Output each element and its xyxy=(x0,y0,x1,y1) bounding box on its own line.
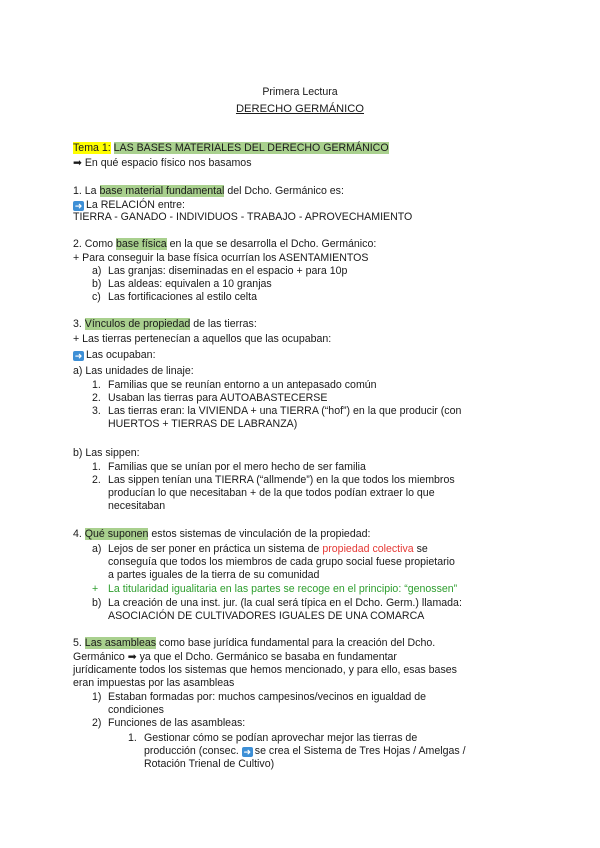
list-item: 2. Las sippen tenían una TIERRA (“allmende”) en la que todos los miembros xyxy=(92,474,455,486)
list-item: b) Las aldeas: equivalen a 10 granjas xyxy=(92,278,272,290)
list-item: 2. Usaban las tierras para AUTOABASTECERSE xyxy=(92,392,328,404)
list-item: necesitaban xyxy=(108,500,166,512)
list-item: ASOCIACIÓN DE CULTIVADORES IGUALES DE UNA COMARCA xyxy=(108,610,425,622)
section-5-line: jurídicamente todos los sistemas que hemos mencionado, y para ello, esas bases xyxy=(73,664,457,676)
tema-question: ➡ En qué espacio físico nos basamos xyxy=(73,157,252,169)
right-arrow-icon: ➜ xyxy=(74,201,83,211)
section-3-plus: + Las tierras pertenecían a aquellos que las ocupaban: xyxy=(73,333,332,345)
list-item: 2) Funciones de las asambleas: xyxy=(92,717,246,729)
list-item: 1. Familias que se unían por el mero hecho de ser familia xyxy=(92,461,366,473)
section-3-ocupaban: ➜ Las ocupaban: xyxy=(74,349,156,361)
list-item: producían lo que necesitaban + de la que todos podían extraer lo que xyxy=(108,487,435,499)
right-arrow-icon: ➜ xyxy=(74,351,83,361)
list-item: condiciones xyxy=(108,704,164,716)
section-1-relacion: ➜ La RELACIÓN entre: xyxy=(74,199,185,211)
list-item: a partes iguales de la tierra de su comunidad xyxy=(108,569,320,581)
page-title: DERECHO GERMÁNICO xyxy=(235,103,365,115)
right-arrow-icon: ➡ xyxy=(73,157,82,169)
section-1-list: TIERRA - GANADO - INDIVIDUOS - TRABAJO - APROVECHAMIENTO xyxy=(73,211,413,223)
highlight: Qué suponen xyxy=(84,528,149,540)
list-item: HUERTOS + TIERRAS DE LABRANZA) xyxy=(108,418,298,430)
sub-list-item: producción (consec. ➜ se crea el Sistema de Tres Hojas / Amelgas / xyxy=(144,745,466,757)
section-3-heading: 3. Vínculos de propiedad de las tierras: xyxy=(73,318,257,330)
section-2-plus: + Para conseguir la base física ocurrían los ASENTAMIENTOS xyxy=(73,252,369,264)
tema-heading xyxy=(73,142,389,155)
list-item: b) La creación de una inst. jur. (la cual será típica en el Dcho. Germ.) llamada: xyxy=(92,597,462,609)
list-item: 1) Estaban formadas por: muchos campesinos/vecinos en igualdad de xyxy=(92,691,426,703)
highlight: base física xyxy=(116,238,167,250)
list-item: c) Las fortificaciones al estilo celta xyxy=(92,291,257,303)
list-item: a) Las granjas: diseminadas en el espacio + para 10p xyxy=(92,265,348,277)
section-5-line: Germánico ➡ ya que el Dcho. Germánico se basaba en fundamentar xyxy=(73,651,397,663)
sub-list-item: 1. Gestionar cómo se podían aprovechar mejor las tierras de xyxy=(128,732,418,744)
highlight: Vínculos de propiedad xyxy=(84,318,191,330)
section-3-a-heading: a) Las unidades de linaje: xyxy=(73,365,194,377)
right-arrow-icon: ➡ xyxy=(127,651,137,663)
list-item: a) Lejos de ser poner en práctica un sistema de propiedad colectiva se xyxy=(92,543,428,555)
section-5-line: eran impuestas por las asambleas xyxy=(73,677,235,689)
section-5-heading: 5. Las asambleas como base jurídica fundamental para la creación del Dcho. xyxy=(73,637,436,649)
highlight: Las asambleas xyxy=(84,637,157,649)
section-4-heading: 4. Qué suponen estos sistemas de vinculación de la propiedad: xyxy=(73,528,371,540)
list-item: 3. Las tierras eran: la VIVIENDA + una TIERRA (“hof”) en la que producir (con xyxy=(92,405,462,417)
section-2-heading: 2. Como base física en la que se desarrolla el Dcho. Germánico: xyxy=(73,238,377,250)
sub-list-item: Rotación Trienal de Cultivo) xyxy=(144,758,275,770)
highlight: base material fundamental xyxy=(99,185,225,197)
list-item: conseguía que todos los miembros de cada grupo social fuese propietario xyxy=(108,556,455,568)
section-3-b-heading: b) Las sippen: xyxy=(73,447,140,459)
green-note: + La titularidad igualitaria en las partes se recoge en el principio: “genossen” xyxy=(92,583,458,595)
section-1-heading: 1. La base material fundamental del Dcho. Germánico es: xyxy=(73,185,344,197)
tema-label: Tema 1: xyxy=(73,142,111,154)
tema-title: LAS BASES MATERIALES DEL DERECHO GERMÁNICO xyxy=(113,142,389,154)
right-arrow-icon: ➜ xyxy=(243,747,252,757)
subtitle: Primera Lectura xyxy=(262,86,338,98)
list-item: 1. Familias que se reunían entorno a un antepasado común xyxy=(92,379,377,391)
red-text: propiedad colectiva xyxy=(322,543,414,555)
